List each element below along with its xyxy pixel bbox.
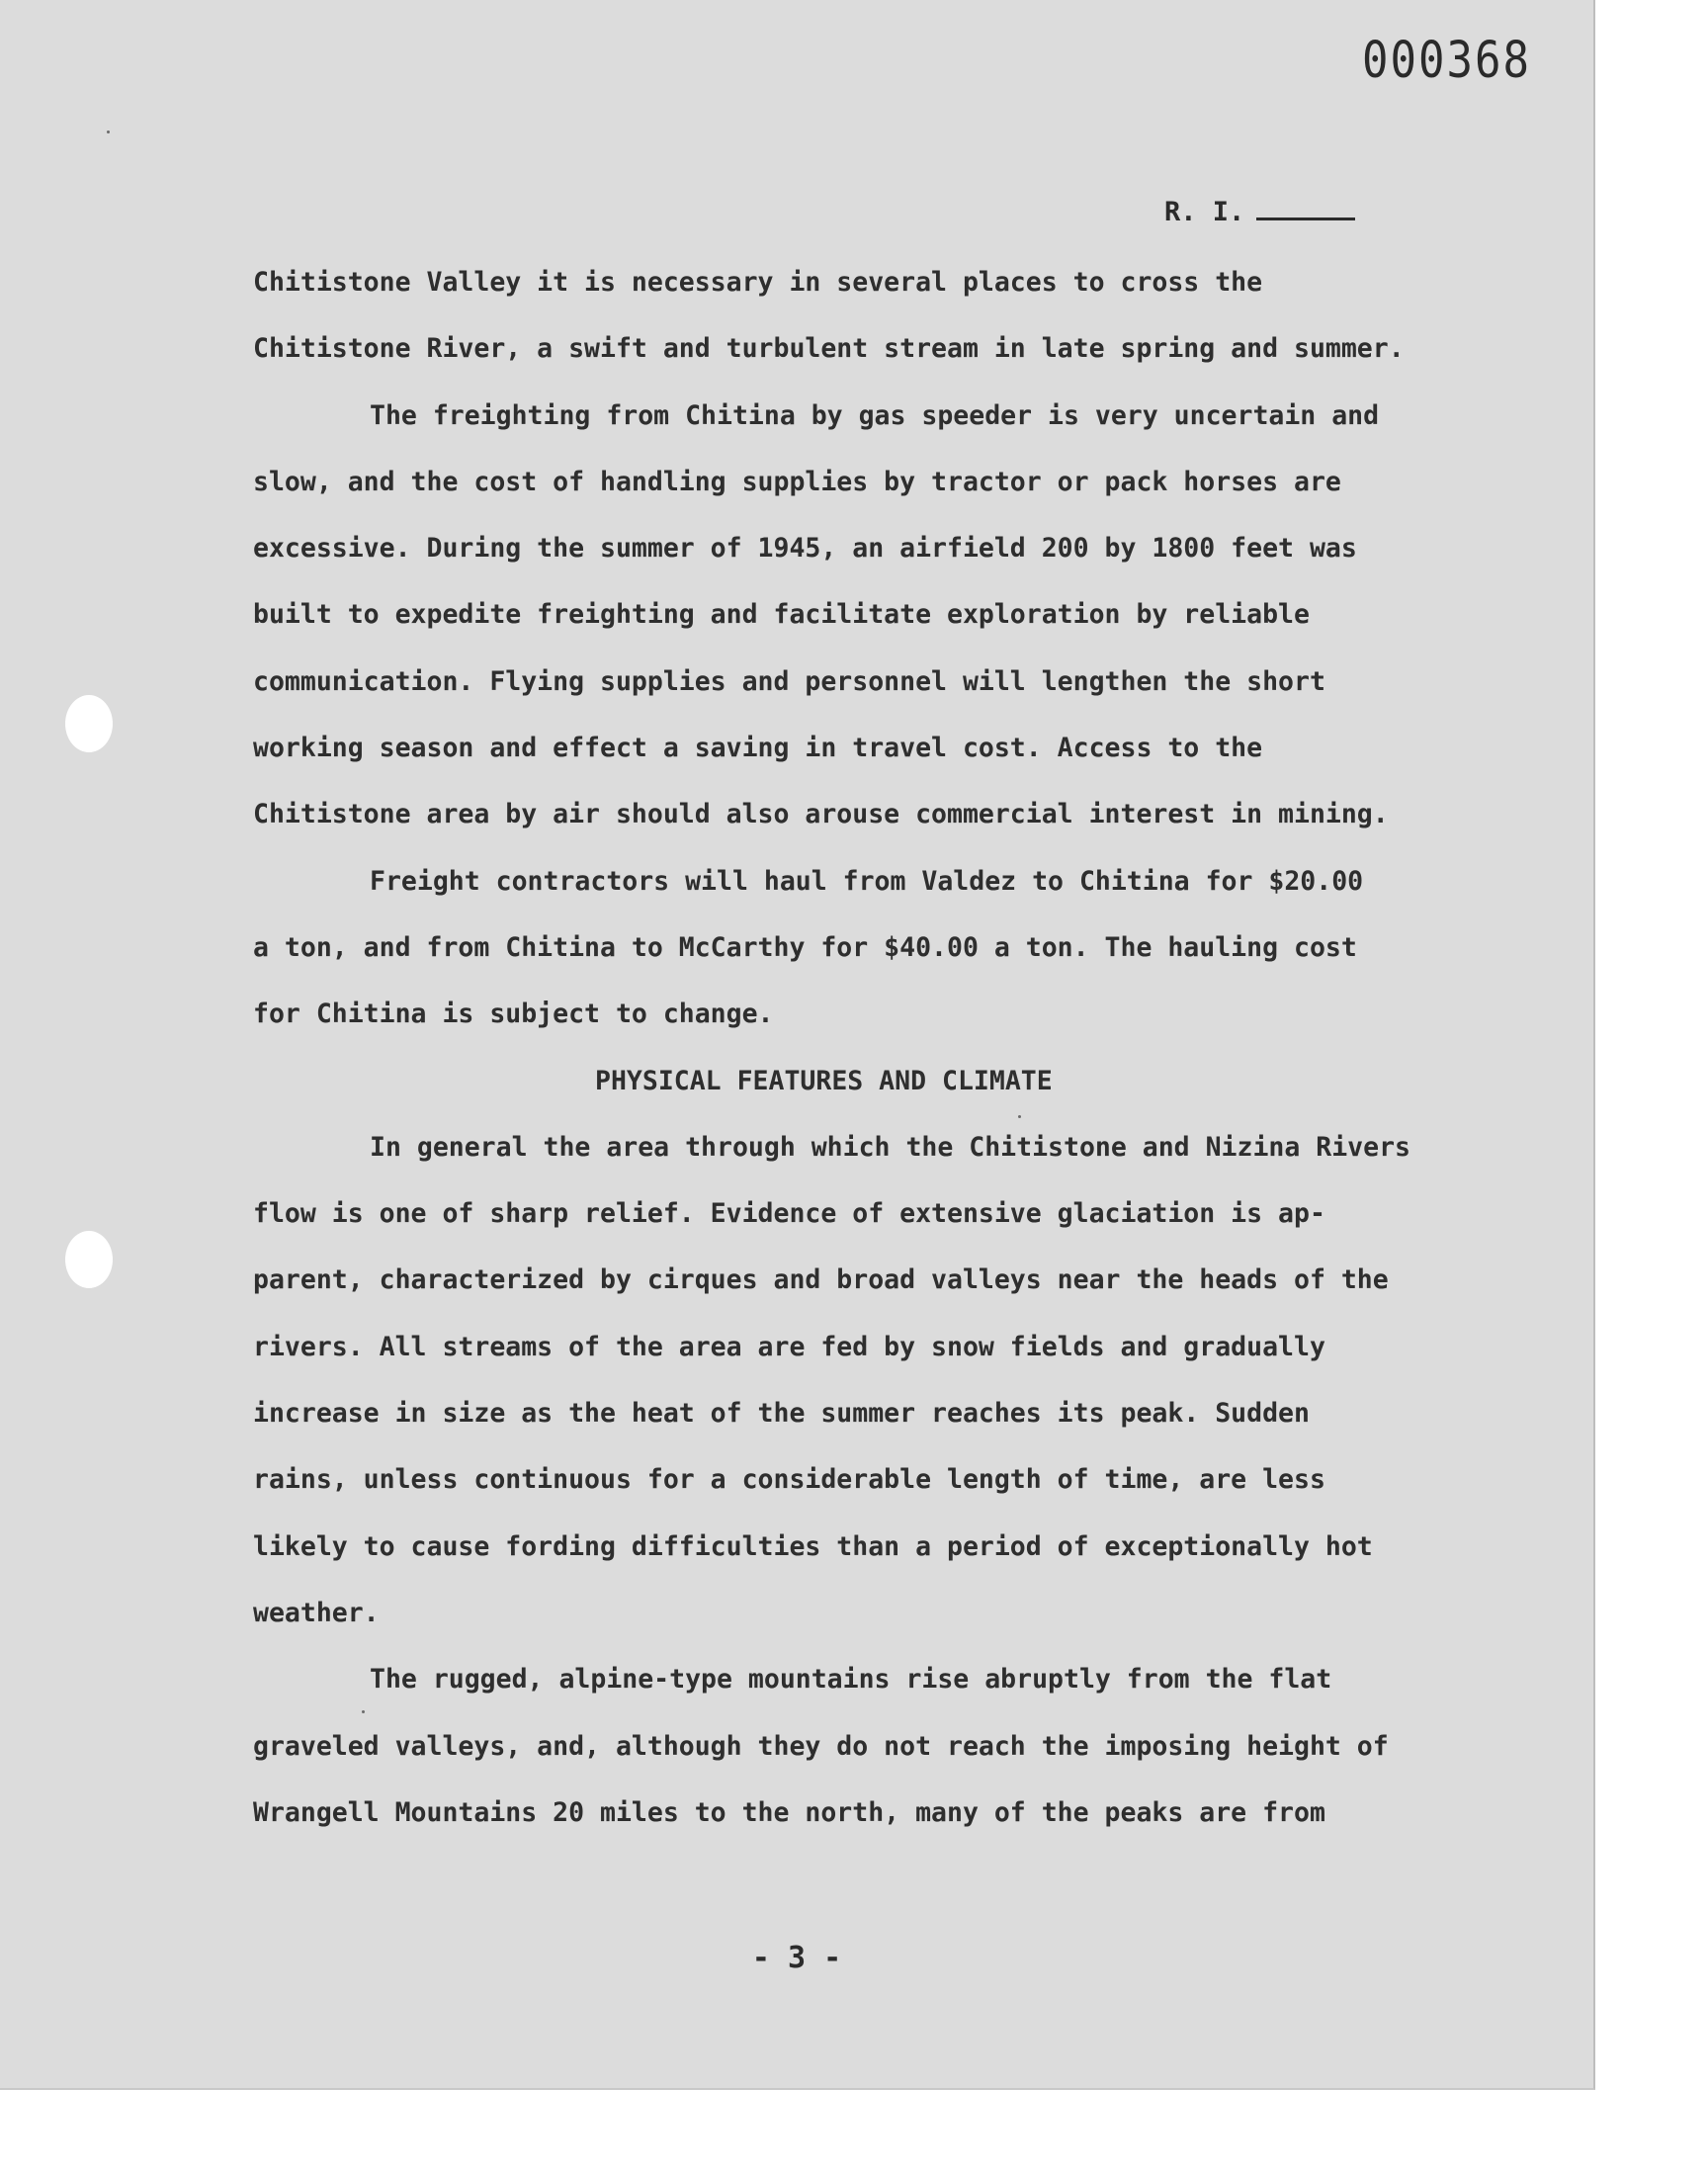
text-line: The rugged, alpine-type mountains rise abruptly from the flat (370, 1664, 1332, 1696)
text-line: graveled valleys, and, although they do not reach the imposing height of (253, 1730, 1389, 1762)
text-line: Wrangell Mountains 20 miles to the north, many of the peaks are from (253, 1796, 1325, 1828)
text-line: rains, unless continuous for a considerable length of time, are less (253, 1464, 1325, 1496)
scan-speck (107, 130, 110, 133)
text-line: In general the area through which the Chitistone and Nizina Rivers (370, 1131, 1410, 1163)
text-line: likely to cause fording difficulties than a period of exceptionally hot (253, 1530, 1373, 1562)
text-line: slow, and the cost of handling supplies by tractor or pack horses are (253, 466, 1341, 497)
text-line: Freight contractors will haul from Valdez to Chitina for $20.00 (370, 865, 1364, 897)
section-heading: PHYSICAL FEATURES AND CLIMATE (595, 1065, 1053, 1096)
body-text (253, 249, 1469, 1846)
text-line: weather. (253, 1597, 380, 1628)
text-line: for Chitina is subject to change. (253, 999, 774, 1030)
text-line: built to expedite freighting and facilitate exploration by reliable (253, 599, 1310, 631)
punch-hole-top (65, 695, 113, 752)
text-line: working season and effect a saving in travel cost. Access to the (253, 733, 1263, 764)
text-line: The freighting from Chitina by gas speeder is very uncertain and (370, 399, 1380, 431)
text-line: Chitistone River, a swift and turbulent stream in late spring and summer. (253, 333, 1405, 365)
text-line: Chitistone Valley it is necessary in several places to cross the (253, 267, 1263, 298)
text-line: communication. Flying supplies and personnel will lengthen the short (253, 665, 1325, 697)
ri-blank-line (1256, 196, 1355, 220)
page-number: - 3 - (751, 1941, 842, 1975)
text-line: excessive. During the summer of 1945, an airfield 200 by 1800 feet was (253, 533, 1357, 565)
ri-field (1164, 196, 1355, 227)
ri-label: R. I. (1164, 197, 1245, 227)
text-line: flow is one of sharp relief. Evidence of extensive glaciation is ap- (253, 1198, 1325, 1230)
text-line: increase in size as the heat of the summer reaches its peak. Sudden (253, 1398, 1310, 1430)
text-line: parent, characterized by cirques and broad valleys near the heads of the (253, 1264, 1389, 1296)
text-line: Chitistone area by air should also arouse commercial interest in mining. (253, 799, 1389, 830)
text-line: a ton, and from Chitina to McCarthy for $40.00 a ton. The hauling cost (253, 931, 1357, 963)
punch-hole-bottom (65, 1231, 113, 1288)
document-stamp-number: 000368 (1362, 32, 1531, 90)
text-line: rivers. All streams of the area are fed by snow fields and gradually (253, 1331, 1325, 1362)
